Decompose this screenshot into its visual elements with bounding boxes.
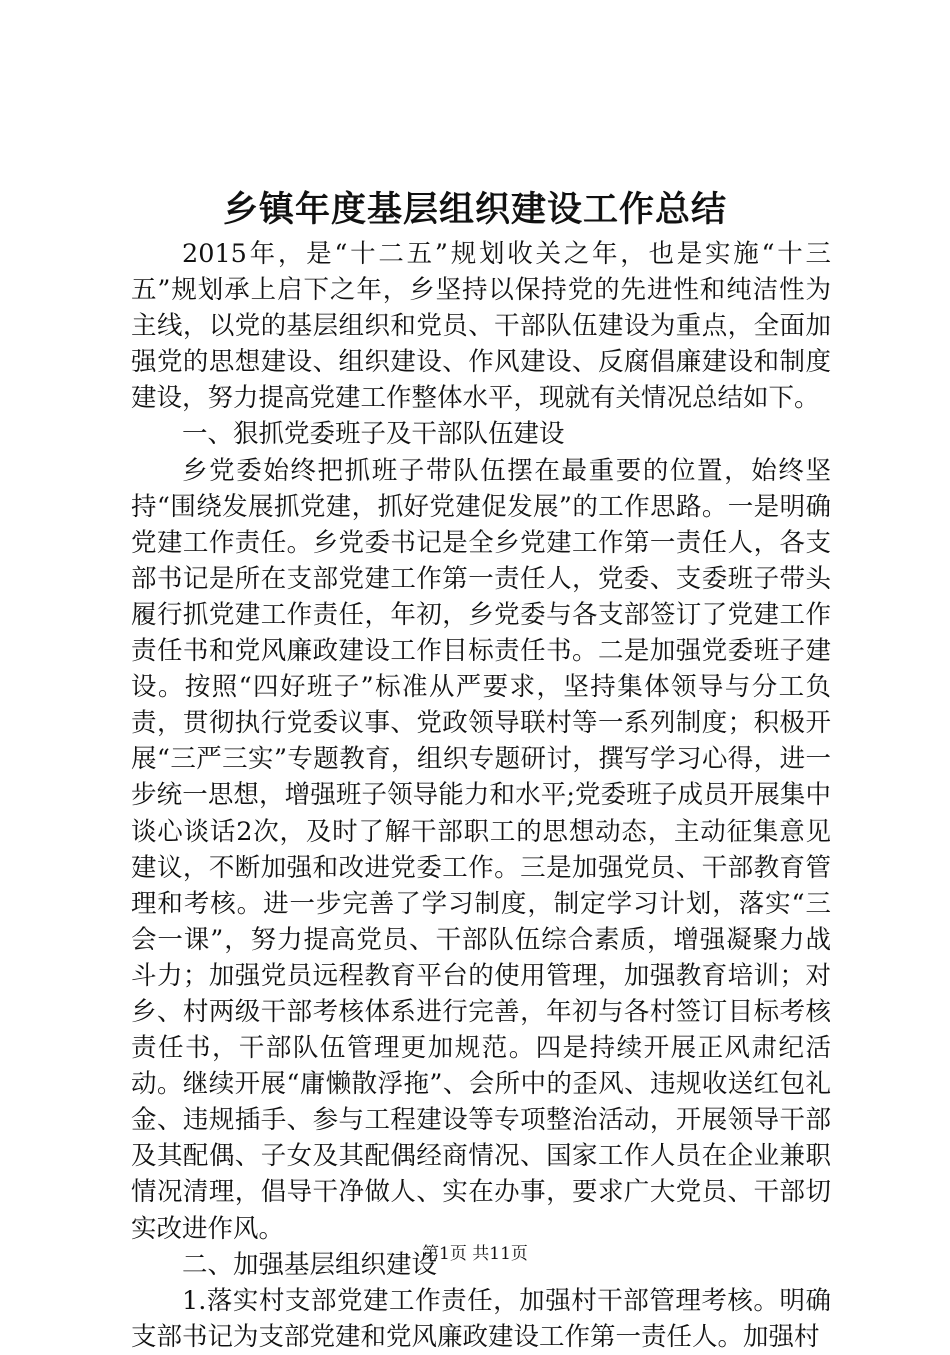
document-title: 乡镇年度基层组织建设工作总结	[222, 189, 727, 230]
document-body	[131, 236, 831, 1355]
section-heading-2: 二、加强基层组织建设	[182, 1249, 438, 1280]
section-heading-1: 一、狠抓党委班子及干部队伍建设	[182, 419, 565, 450]
paragraph-section-1: 乡党委始终把抓班子带队伍摆在最重要的位置，始终坚持“围绕发展抓党建，抓好党建促发展”的工作思路。一是明确党建工作责任。乡党委书记是全乡党建工作第一责任人，各支部书记是所在支部党建工作第一责任人，党委、支委班子带头履行抓党建工作责任，年初，乡党委与各支部签订了党建工作责任书和党风廉政建设工作目标责任书。二是加强党委班子建设。按照“四好班子”标准从严要求，坚持集体领导与分工负责，贯彻执行党委议事、党政领导联村等一系列制度；积极开展“三严三实”专题教育，组织专题研讨，撰写学习心得，进一步统一思想，增强班子领导能力和水平;党委班子成员开展集中谈心谈话2次，及时了解干部职工的思想动态，主动征集意见建议，不断加强和改进党委工作。三是加强党员、干部教育管理和考核。进一步完善了学习制度，制定学习计划，落实“三会一课”，努力提高党员、干部队伍综合素质，增强凝聚力战斗力；加强党员远程教育平台的使用管理，加强教育培训；对乡、村两级干部考核体系进行完善，年初与各村签订目标考核责任书，干部队伍管理更加规范。四是持续开展正风肃纪活动。继续开展“庸懒散浮拖”、会所中的歪风、违规收送红包礼金、违规插手、参与工程建设等专项整治活动，开展领导干部及其配偶、子女及其配偶经商情况、国家工作人员在企业兼职情况清理，倡导干净做人、实在办事，要求广大党员、干部切实改进作风。	[131, 455, 831, 1244]
page-number-footer: 第1页 共11页	[422, 1244, 528, 1264]
paragraph-section-2: 1.落实村支部党建工作责任，加强村干部管理考核。明确支部书记为支部党建和党风廉政建设工作第一责任人。加强村	[131, 1285, 831, 1352]
paragraph-intro: 2015年，是“十二五”规划收关之年，也是实施“十三五”规划承上启下之年，乡坚持以保持党的先进性和纯洁性为主线，以党的基层组织和党员、干部队伍建设为重点，全面加强党的思想建设、组织建设、作风建设、反腐倡廉建设和制度建设，努力提高党建工作整体水平，现就有关情况总结如下。	[131, 239, 831, 414]
